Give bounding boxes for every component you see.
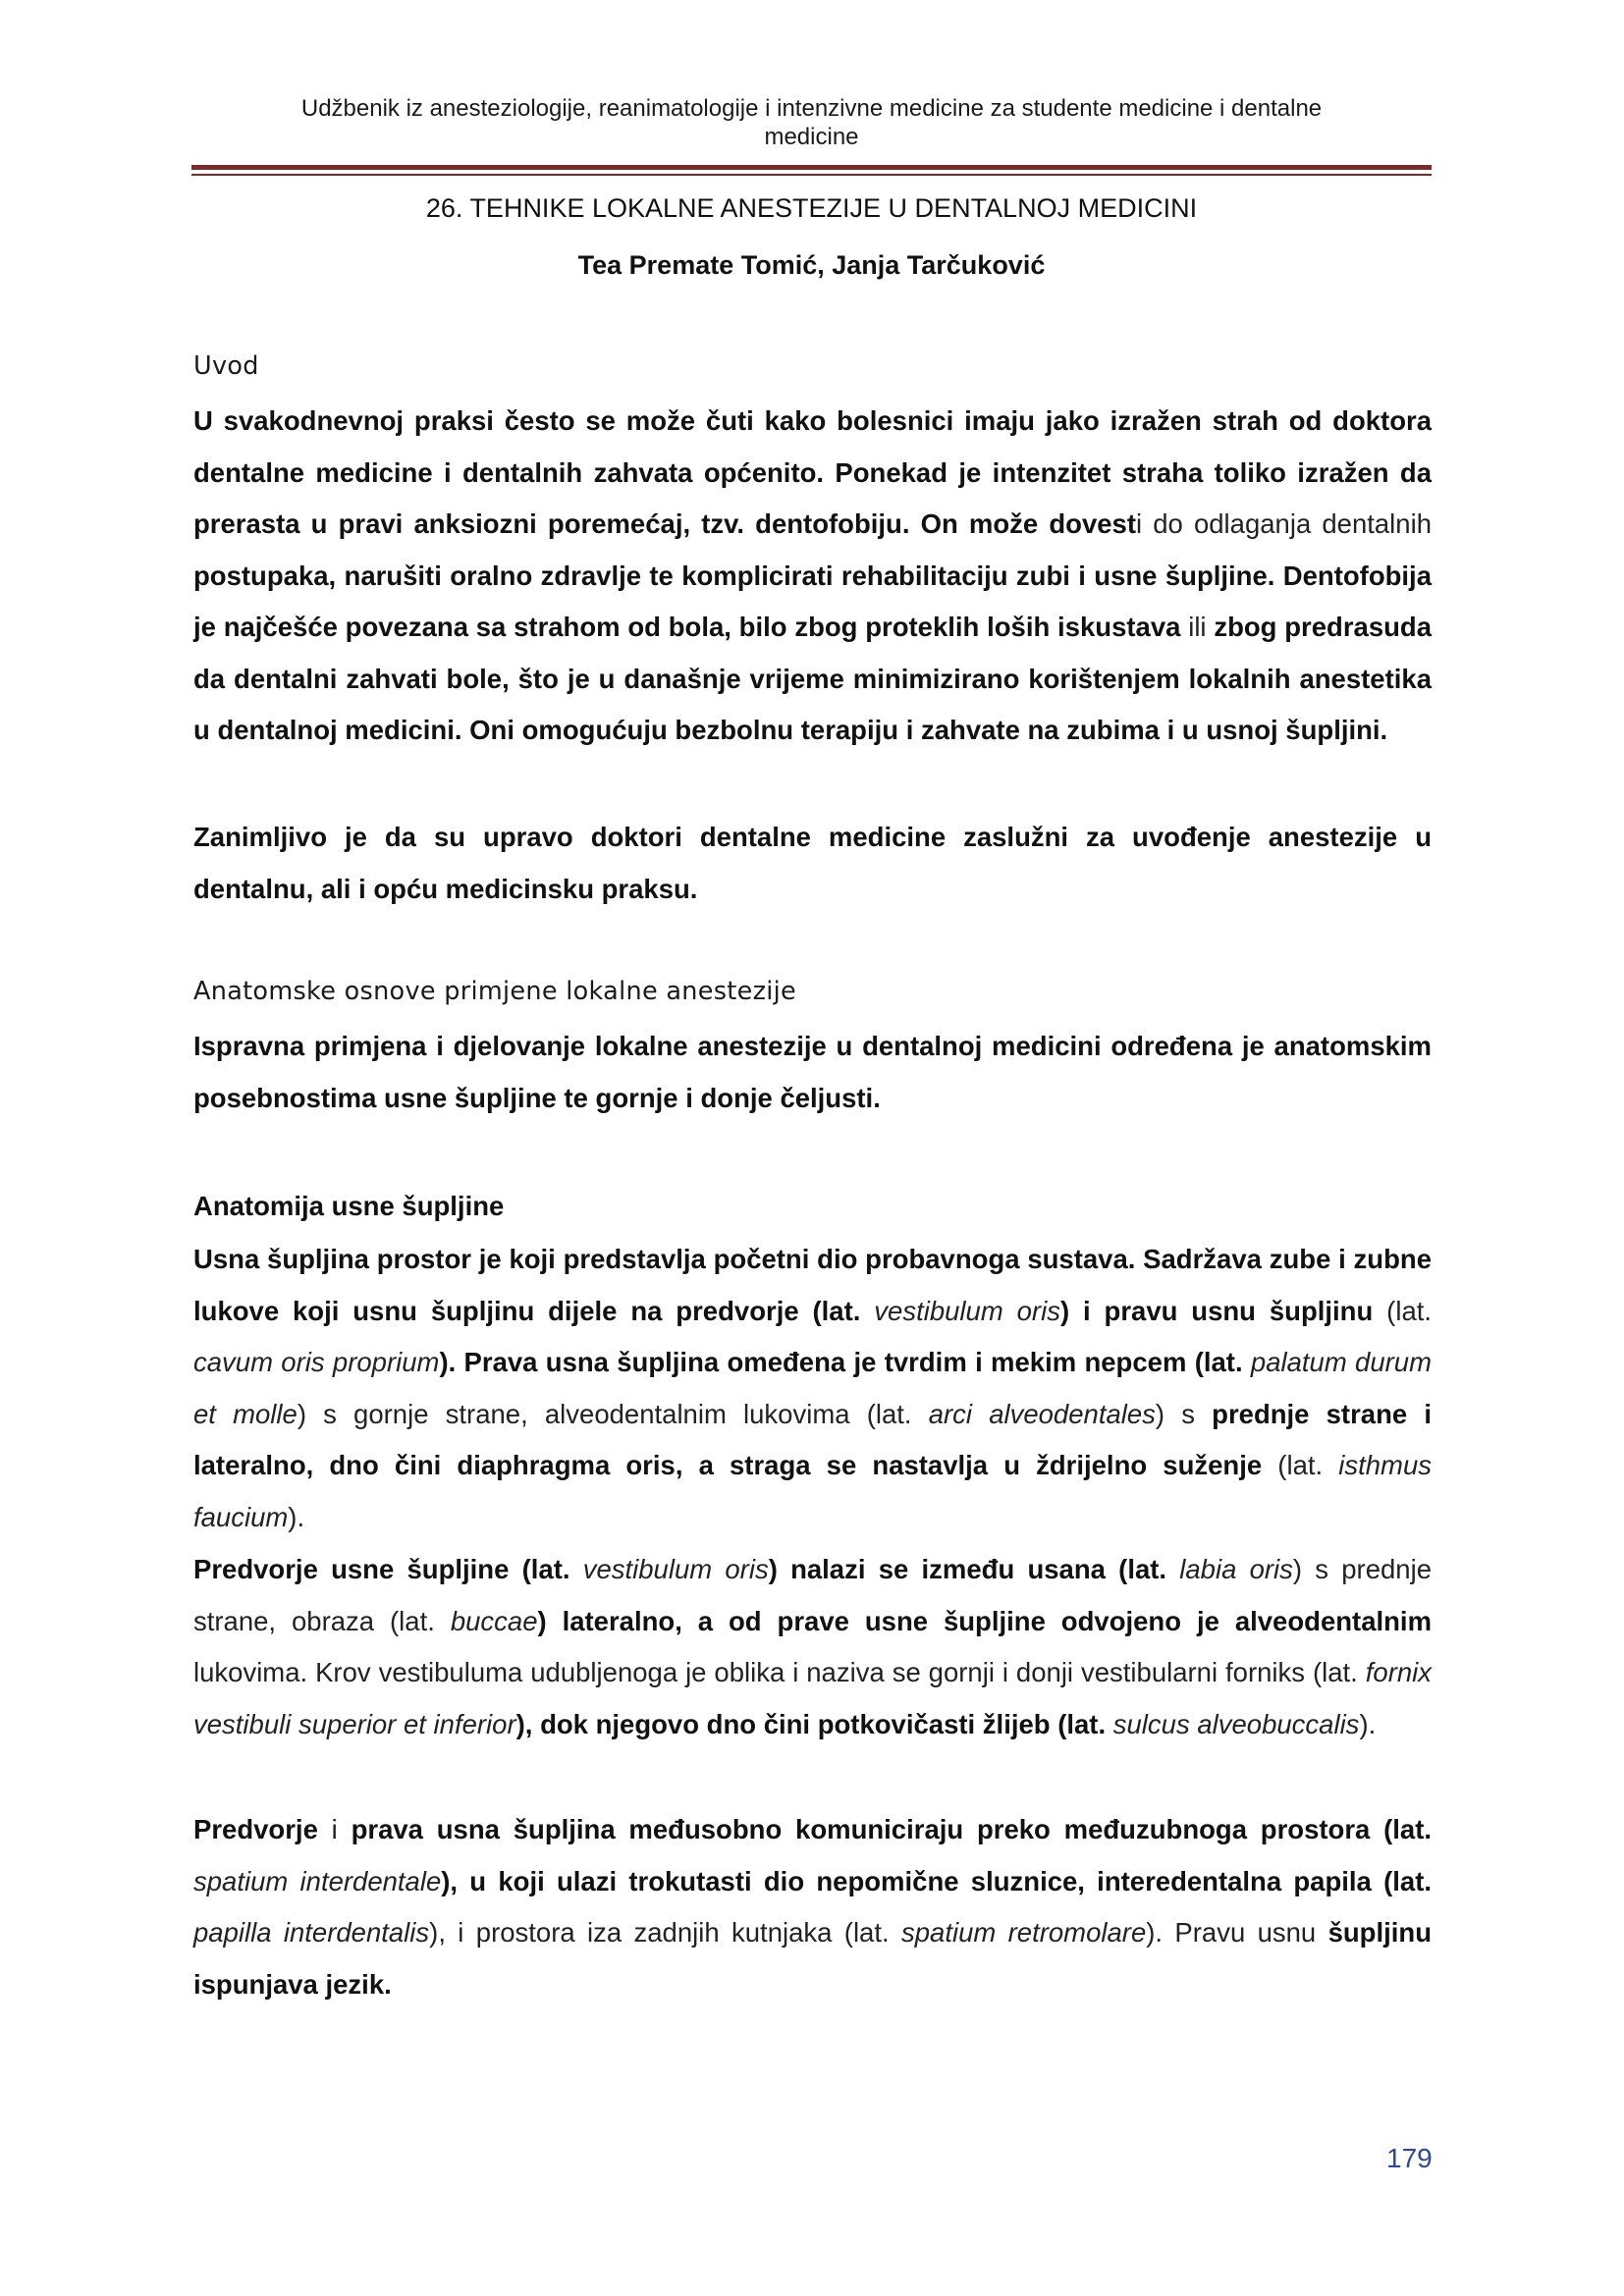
text-run: ) s — [1155, 1398, 1195, 1429]
text-run: spatium retromolare — [901, 1917, 1147, 1948]
running-header-line-2: medicine — [764, 124, 859, 150]
text-run: lukovima. Krov vestibuluma udubljenoga je oblika i naziva se gornji i donji vestibularni forniks (lat. — [193, 1657, 1358, 1687]
paragraph-uvod-2: Zanimljivo je da su upravo doktori dentalne medicine zaslužni za uvođenje anestezije u dentalnu, ali i opću medicinsku praksu. — [193, 822, 1432, 904]
text-run: šupljinu ispunjava jezik. — [193, 1917, 1433, 2000]
text-run: vestibulum oris — [874, 1295, 1060, 1326]
running-header — [191, 94, 1432, 151]
running-header-line-1: Udžbenik iz anesteziologije, reanimatologije i intenzivne medicine za studente medicine i dentalne — [300, 95, 1323, 122]
chapter-authors: Tea Premate Tomić, Janja Tarčuković — [577, 250, 1046, 280]
text-run: (lat. — [1386, 1295, 1433, 1326]
section-heading-uvod: Uvod — [193, 351, 259, 381]
text-run: buccae — [450, 1605, 538, 1636]
text-run: ), i prostora iza zadnjih kutnjaka (lat. — [429, 1917, 890, 1948]
text-run: ) s gornje strane, alveodentalnim lukovima (lat. — [297, 1398, 912, 1429]
text-run: sulcus alveobuccalis — [1112, 1708, 1360, 1739]
text-run: spatium interdentale — [193, 1865, 442, 1896]
text-run: ) lateralno, a od prave usne šupljine odvojeno je alveodentalnim — [537, 1605, 1433, 1636]
header-rule-thin — [191, 174, 1432, 176]
text-run: isthmus faucium — [193, 1450, 1433, 1532]
text-run: vestibulum oris — [582, 1554, 769, 1584]
text-run: ). — [1359, 1708, 1377, 1739]
paragraph-anatomija-1 — [193, 1234, 1432, 1543]
section-heading-anatomske-osnove: Anatomske osnove primjene lokalne anestezije — [193, 977, 797, 1006]
text-run: ), dok njegovo dno čini potkovičasti žlijeb (lat. — [515, 1708, 1107, 1739]
text-run: arci alveodentales — [928, 1398, 1156, 1429]
text-run: postupaka, narušiti oralno zdravlje te komplicirati rehabilitaciju zubi i usne šupljine. Dentofobija je najčešće povezana sa strahom od bola, bilo zbog proteklih loših iskustava — [193, 560, 1432, 642]
subsection-heading-anatomija: Anatomija usne šupljine — [193, 1191, 505, 1221]
text-run: U svakodnevnoj praksi često se može čuti kako bolesnici imaju jako izražen strah od doktora dentalne medicine i dentalnih zahvata općenito. Ponekad je intenzitet straha toliko izražen da prerasta u pravi anksiozni poremećaj, tzv. dentofobiju. On može dovest — [193, 405, 1432, 539]
text-run: labia oris — [1179, 1554, 1293, 1584]
text-run: prava usna šupljina međusobno komuniciraju preko međuzubnoga prostora (lat. — [351, 1814, 1433, 1844]
text-run: papilla interdentalis — [193, 1917, 430, 1948]
paragraph-uvod-1 — [193, 396, 1432, 757]
paragraph-anatomija-2 — [193, 1544, 1432, 1750]
text-run: ). — [288, 1501, 305, 1532]
text-run: Predvorje usne šupljine (lat. — [193, 1554, 570, 1584]
paragraph-anatomske-1: Ispravna primjena i djelovanje lokalne anestezije u dentalnoj medicini određena je anatomskim posebnostima usne šupljine te gornje i donje čeljusti. — [193, 1031, 1432, 1113]
text-run: palatum durum et molle — [193, 1347, 1432, 1429]
text-run: ) i pravu usnu šupljinu — [1059, 1295, 1374, 1326]
text-run: i — [331, 1814, 338, 1844]
paragraph-anatomija-3 — [193, 1804, 1432, 2010]
text-run: ). Prava usna šupljina omeđena je tvrdim i mekim nepcem (lat. — [439, 1347, 1243, 1377]
text-run: ili — [1188, 612, 1207, 642]
text-run: Usna šupljina prostor je koji predstavlja početni dio probavnoga sustava. Sadržava zube i zubne lukove koji usnu šupljinu dijele na predvorje (lat. — [193, 1244, 1432, 1326]
page-number: 179 — [1386, 2143, 1433, 2173]
chapter-title: 26. TEHNIKE LOKALNE ANESTEZIJE U DENTALNOJ MEDICINI — [425, 193, 1198, 223]
text-run: fornix vestibuli superior et inferior — [193, 1657, 1433, 1739]
text-run: ). Pravu usnu — [1146, 1917, 1317, 1948]
text-run: ) s prednje strane, obraza (lat. — [193, 1554, 1433, 1636]
text-run: i do odlaganja dentalnih — [1136, 508, 1432, 539]
text-run: prednje strane i lateralno, dno čini diaphragma oris, a straga se nastavlja u ždrijelno suženje — [193, 1398, 1432, 1480]
text-run: ) nalazi se između usana (lat. — [768, 1554, 1167, 1584]
header-rule-thick — [191, 165, 1432, 170]
text-run: (lat. — [1277, 1450, 1324, 1480]
text-run: zbog predrasuda da dentalni zahvati bole, što je u današnje vrijeme minimizirano korištenjem lokalnih anestetika u dentalnoj medicini. Oni omogućuju bezbolnu terapiju i zahvate na zubima i u usnoj šupljini. — [193, 612, 1433, 745]
text-run: ), u koji ulazi trokutasti dio nepomične sluznice, interedentalna papila (lat. — [441, 1865, 1432, 1896]
text-run: Predvorje — [193, 1814, 318, 1844]
text-run: cavum oris proprium — [193, 1347, 440, 1377]
